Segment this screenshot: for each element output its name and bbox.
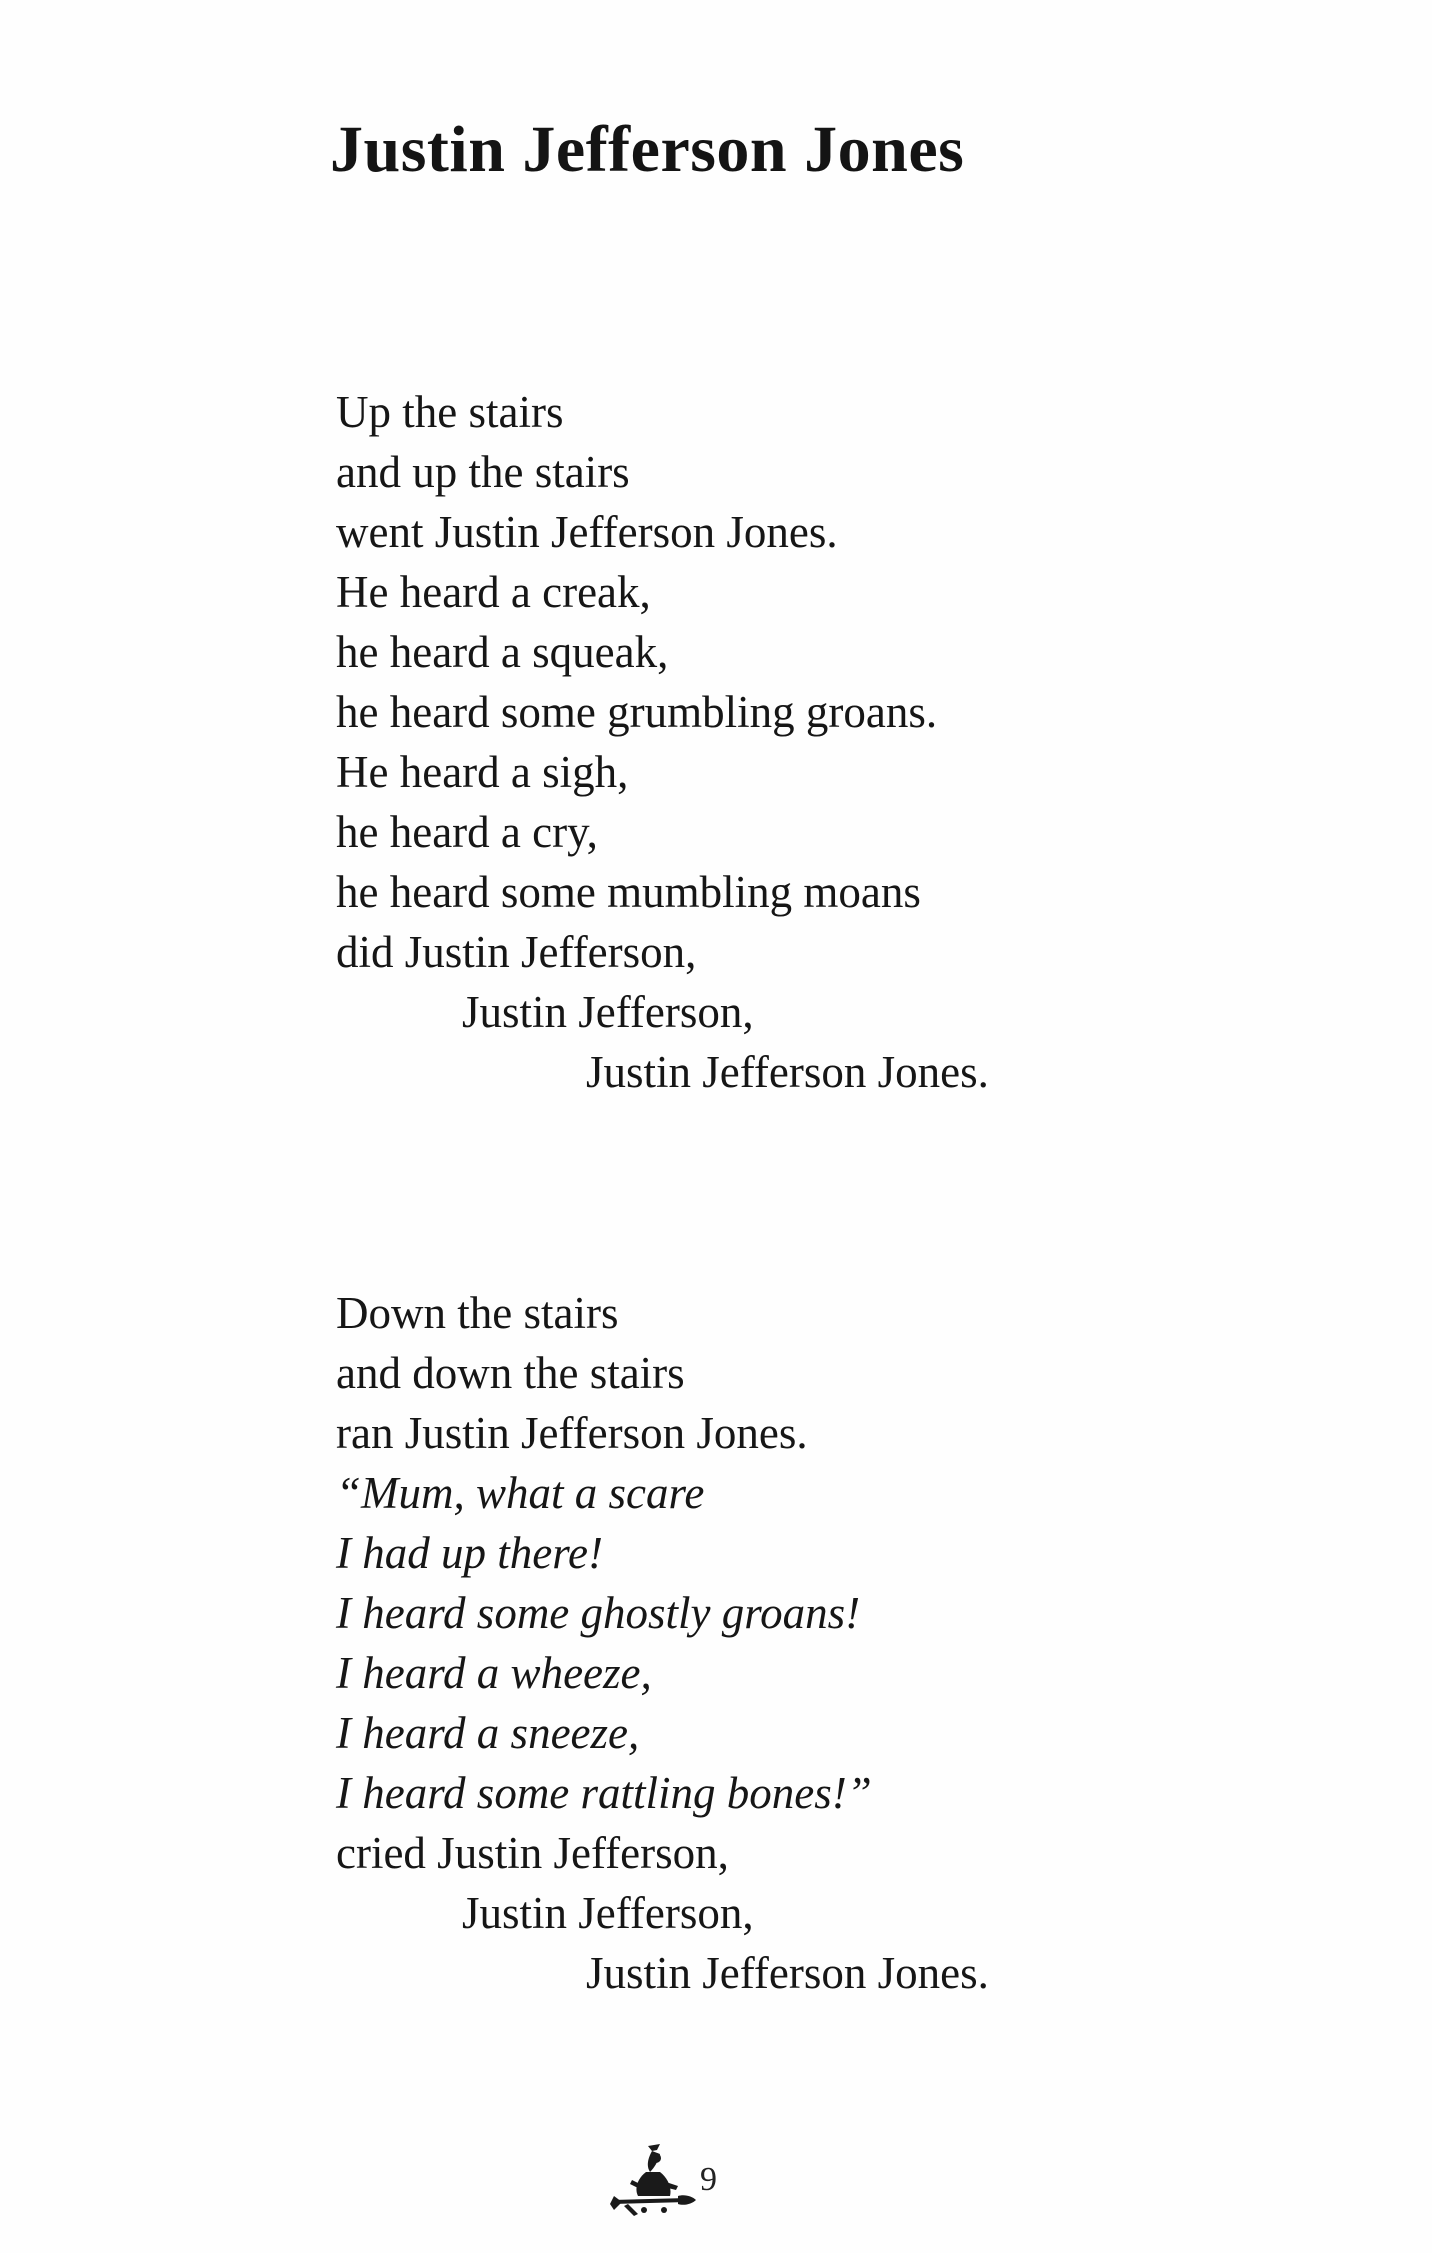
poem-line: did Justin Jefferson, [336, 927, 697, 977]
witch-ornament-icon [608, 2138, 703, 2218]
poem-line: he heard some mumbling moans [336, 867, 921, 917]
poem-line: and up the stairs [336, 447, 630, 497]
poem-line: Justin Jefferson Jones. [586, 1047, 989, 1097]
poem-line: he heard a squeak, [336, 627, 669, 677]
poem-title: Justin Jefferson Jones [330, 113, 965, 186]
poem-line: Justin Jefferson, [462, 1888, 754, 1938]
poem-line: cried Justin Jefferson, [336, 1828, 729, 1878]
poem-line: Down the stairs [336, 1288, 619, 1338]
poem-line: I had up there! [336, 1528, 604, 1578]
poem-line: He heard a sigh, [336, 747, 629, 797]
page-number: 9 [700, 2161, 717, 2198]
poem-line: went Justin Jefferson Jones. [336, 507, 838, 557]
poem-line: “Mum, what a scare [336, 1468, 705, 1518]
poem-line: I heard some ghostly groans! [336, 1588, 861, 1638]
stanza-1 [336, 382, 989, 1102]
poem-line: He heard a creak, [336, 567, 651, 617]
poem-line: Justin Jefferson, [462, 987, 754, 1037]
poem-line: ran Justin Jefferson Jones. [336, 1408, 808, 1458]
poem-line: Justin Jefferson Jones. [586, 1948, 989, 1998]
poem-line: I heard some rattling bones!” [336, 1768, 872, 1818]
poem-line: he heard some grumbling groans. [336, 687, 938, 737]
stanza-2 [336, 1283, 989, 2003]
poem-line: Up the stairs [336, 387, 564, 437]
poem-line: I heard a sneeze, [336, 1708, 640, 1758]
poem-line: I heard a wheeze, [336, 1648, 652, 1698]
poem-line: and down the stairs [336, 1348, 685, 1398]
poem-line: he heard a cry, [336, 807, 598, 857]
page-footer [608, 2138, 728, 2218]
